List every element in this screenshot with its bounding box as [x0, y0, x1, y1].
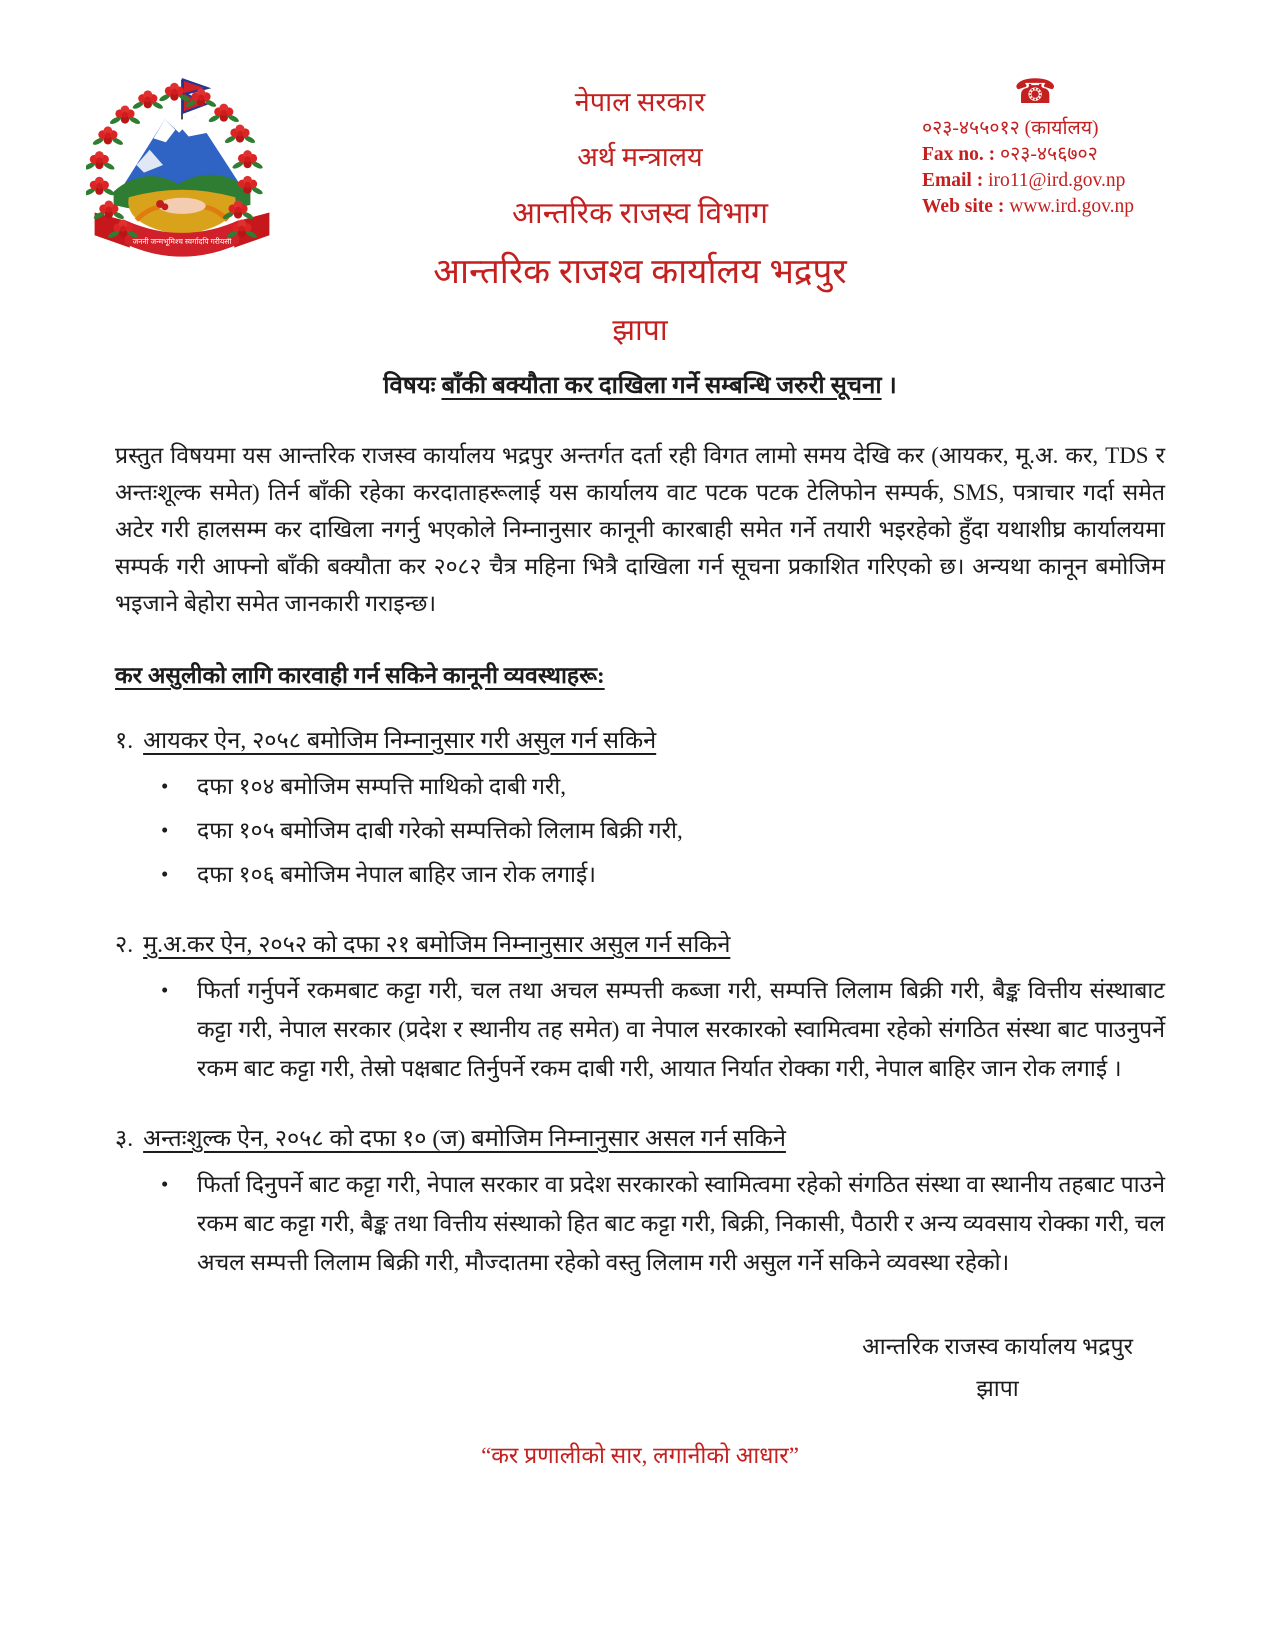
- section-bullets: [115, 767, 1165, 894]
- section-number: १.: [115, 728, 134, 754]
- letter-body: [115, 368, 1165, 1470]
- bullet-icon: •: [161, 862, 169, 886]
- bullet-icon: •: [161, 1172, 169, 1196]
- list-item: • फिर्ता दिनुपर्ने बाट कट्टा गरी, नेपाल सरकार वा प्रदेश सरकारको स्वामित्वमा रहेको संगठित संस्था वा स्थानीय तहबाट पाउने रकम बाट कट्टा गरी, बैङ्क तथा वित्तीय संस्थाको हित बाट कट्टा गरी, बिक्री, निकासी, पैठारी र अन्य व्यवसाय रोक्का गरी, चल अचल सम्पत्ती लिलाम बिक्री गरी, मौज्दातमा रहेको वस्तु लिलाम गरी असुल गर्ने सकिने व्यवस्था रहेको।: [115, 1165, 1165, 1282]
- website-address: www.ird.gov.np: [1009, 196, 1134, 217]
- list-item: • फिर्ता गर्नुपर्ने रकमबाट कट्टा गरी, चल तथा अचल सम्पत्ती कब्जा गरी, सम्पत्ति लिलाम बिक्री गरी, बैङ्क वित्तीय संस्थाबाट कट्टा गरी, नेपाल सरकार (प्रदेश र स्थानीय तह समेत) वा नेपाल सरकारको स्वामित्वमा रहेको संगठित संस्था बाट पाउनुपर्ने रकम बाट कट्टा गरी, तेस्रो पक्षबाट तिर्नुपर्ने रकम दाबी गरी, आयात निर्यात रोक्का गरी, नेपाल बाहिर जान रोक लगाई ।: [115, 971, 1165, 1088]
- nepal-emblem-icon: [86, 70, 278, 298]
- letterhead: [300, 82, 980, 349]
- fax-number: ०२३-४५६७०२: [1000, 144, 1098, 165]
- section-income-tax-act: [115, 723, 1165, 894]
- signature-district: झापा: [976, 1376, 1019, 1401]
- emblem-motto: जननी जन्मभूमिश्च स्वर्गादपि गरीयसी: [132, 236, 232, 246]
- section-number: ३.: [115, 1126, 134, 1152]
- telephone-icon: ☎: [1014, 74, 1057, 111]
- email-address: iro11@ird.gov.np: [988, 170, 1126, 191]
- website-line: [922, 194, 1182, 220]
- contact-block: [922, 76, 1182, 220]
- subject-line: [115, 368, 1165, 401]
- phone-number: ०२३-४५५०१२ (कार्यालय): [922, 118, 1099, 139]
- section-bullets: [115, 1165, 1165, 1282]
- letterhead-district: झापा: [612, 314, 668, 347]
- fax-line: [922, 142, 1182, 168]
- email-line: [922, 168, 1182, 194]
- letterhead-ministry: अर्थ मन्त्रालय: [577, 142, 703, 172]
- subject-prefix: विषयः: [383, 373, 442, 399]
- section-title: १. आयकर ऐन, २०५८ बमोजिम निम्नानुसार गरी असुल गर्न सकिने: [115, 728, 657, 754]
- legal-provisions-heading: कर असुलीको लागि कारवाही गर्न सकिने कानूनी व्यवस्थाहरू:: [115, 663, 605, 688]
- bullet-icon: •: [161, 774, 169, 798]
- email-label: Email :: [922, 170, 984, 191]
- section-title: ३. अन्तःशुल्क ऐन, २०५८ को दफा १० (ज) बमोजिम निम्नानुसार असल गर्न सकिने: [115, 1126, 786, 1152]
- letterhead-department: आन्तरिक राजस्व विभाग: [512, 197, 768, 230]
- signature-office: आन्तरिक राजस्व कार्यालय भद्रपुर: [862, 1334, 1133, 1359]
- list-item: • दफा १०६ बमोजिम नेपाल बाहिर जान रोक लगाई।: [115, 855, 1165, 894]
- section-bullets: [115, 971, 1165, 1088]
- signature-block: [115, 1326, 1165, 1410]
- list-item: • दफा १०४ बमोजिम सम्पत्ति माथिको दाबी गरी,: [115, 767, 1165, 806]
- section-number: २.: [115, 932, 134, 958]
- fax-label: Fax no. :: [922, 144, 996, 165]
- section-title: २. मु.अ.कर ऐन, २०५२ को दफा २१ बमोजिम निम्नानुसार असुल गर्न सकिने: [115, 932, 731, 958]
- notice-paragraph: प्रस्तुत विषयमा यस आन्तरिक राजस्व कार्यालय भद्रपुर अन्तर्गत दर्ता रही विगत लामो समय देखि कर (आयकर, मू.अ. कर, TDS र अन्तःशूल्क समेत) तिर्न बाँकी रहेका करदाताहरूलाई यस कार्यालय वाट पटक पटक टेलिफोन सम्पर्क, SMS, पत्राचार गर्दा समेत अटेर गरी हालसम्म कर दाखिला नगर्नु भएकोले निम्नानुसार कानूनी कारबाही समेत गर्ने तयारी भइरहेको हुँदा यथाशीघ्र कार्यालयमा सम्पर्क गरी आफ्नो बाँकी बक्यौता कर २०८२ चैत्र महिना भित्रै दाखिला गर्न सूचना प्रकाशित गरिएको छ। अन्यथा कानून बमोजिम भइजाने बेहोरा समेत जानकारी गराइन्छ।: [115, 443, 1165, 616]
- letterhead-office: आन्तरिक राजश्व कार्यालय भद्रपुर: [433, 252, 847, 291]
- bullet-icon: •: [161, 978, 169, 1002]
- footer-slogan: “कर प्रणालीको सार, लगानीको आधार”: [481, 1443, 799, 1468]
- subject-text: बाँकी बक्यौता कर दाखिला गर्ने सम्बन्धि जरुरी सूचना: [441, 373, 882, 399]
- website-label: Web site :: [922, 196, 1005, 217]
- list-item: • दफा १०५ बमोजिम दाबी गरेको सम्पत्तिको लिलाम बिक्री गरी,: [115, 811, 1165, 850]
- subject-suffix: ।: [881, 373, 897, 399]
- bullet-icon: •: [161, 818, 169, 842]
- letterhead-government: नेपाल सरकार: [574, 87, 706, 117]
- section-vat-act: [115, 927, 1165, 1088]
- section-excise-act: [115, 1121, 1165, 1282]
